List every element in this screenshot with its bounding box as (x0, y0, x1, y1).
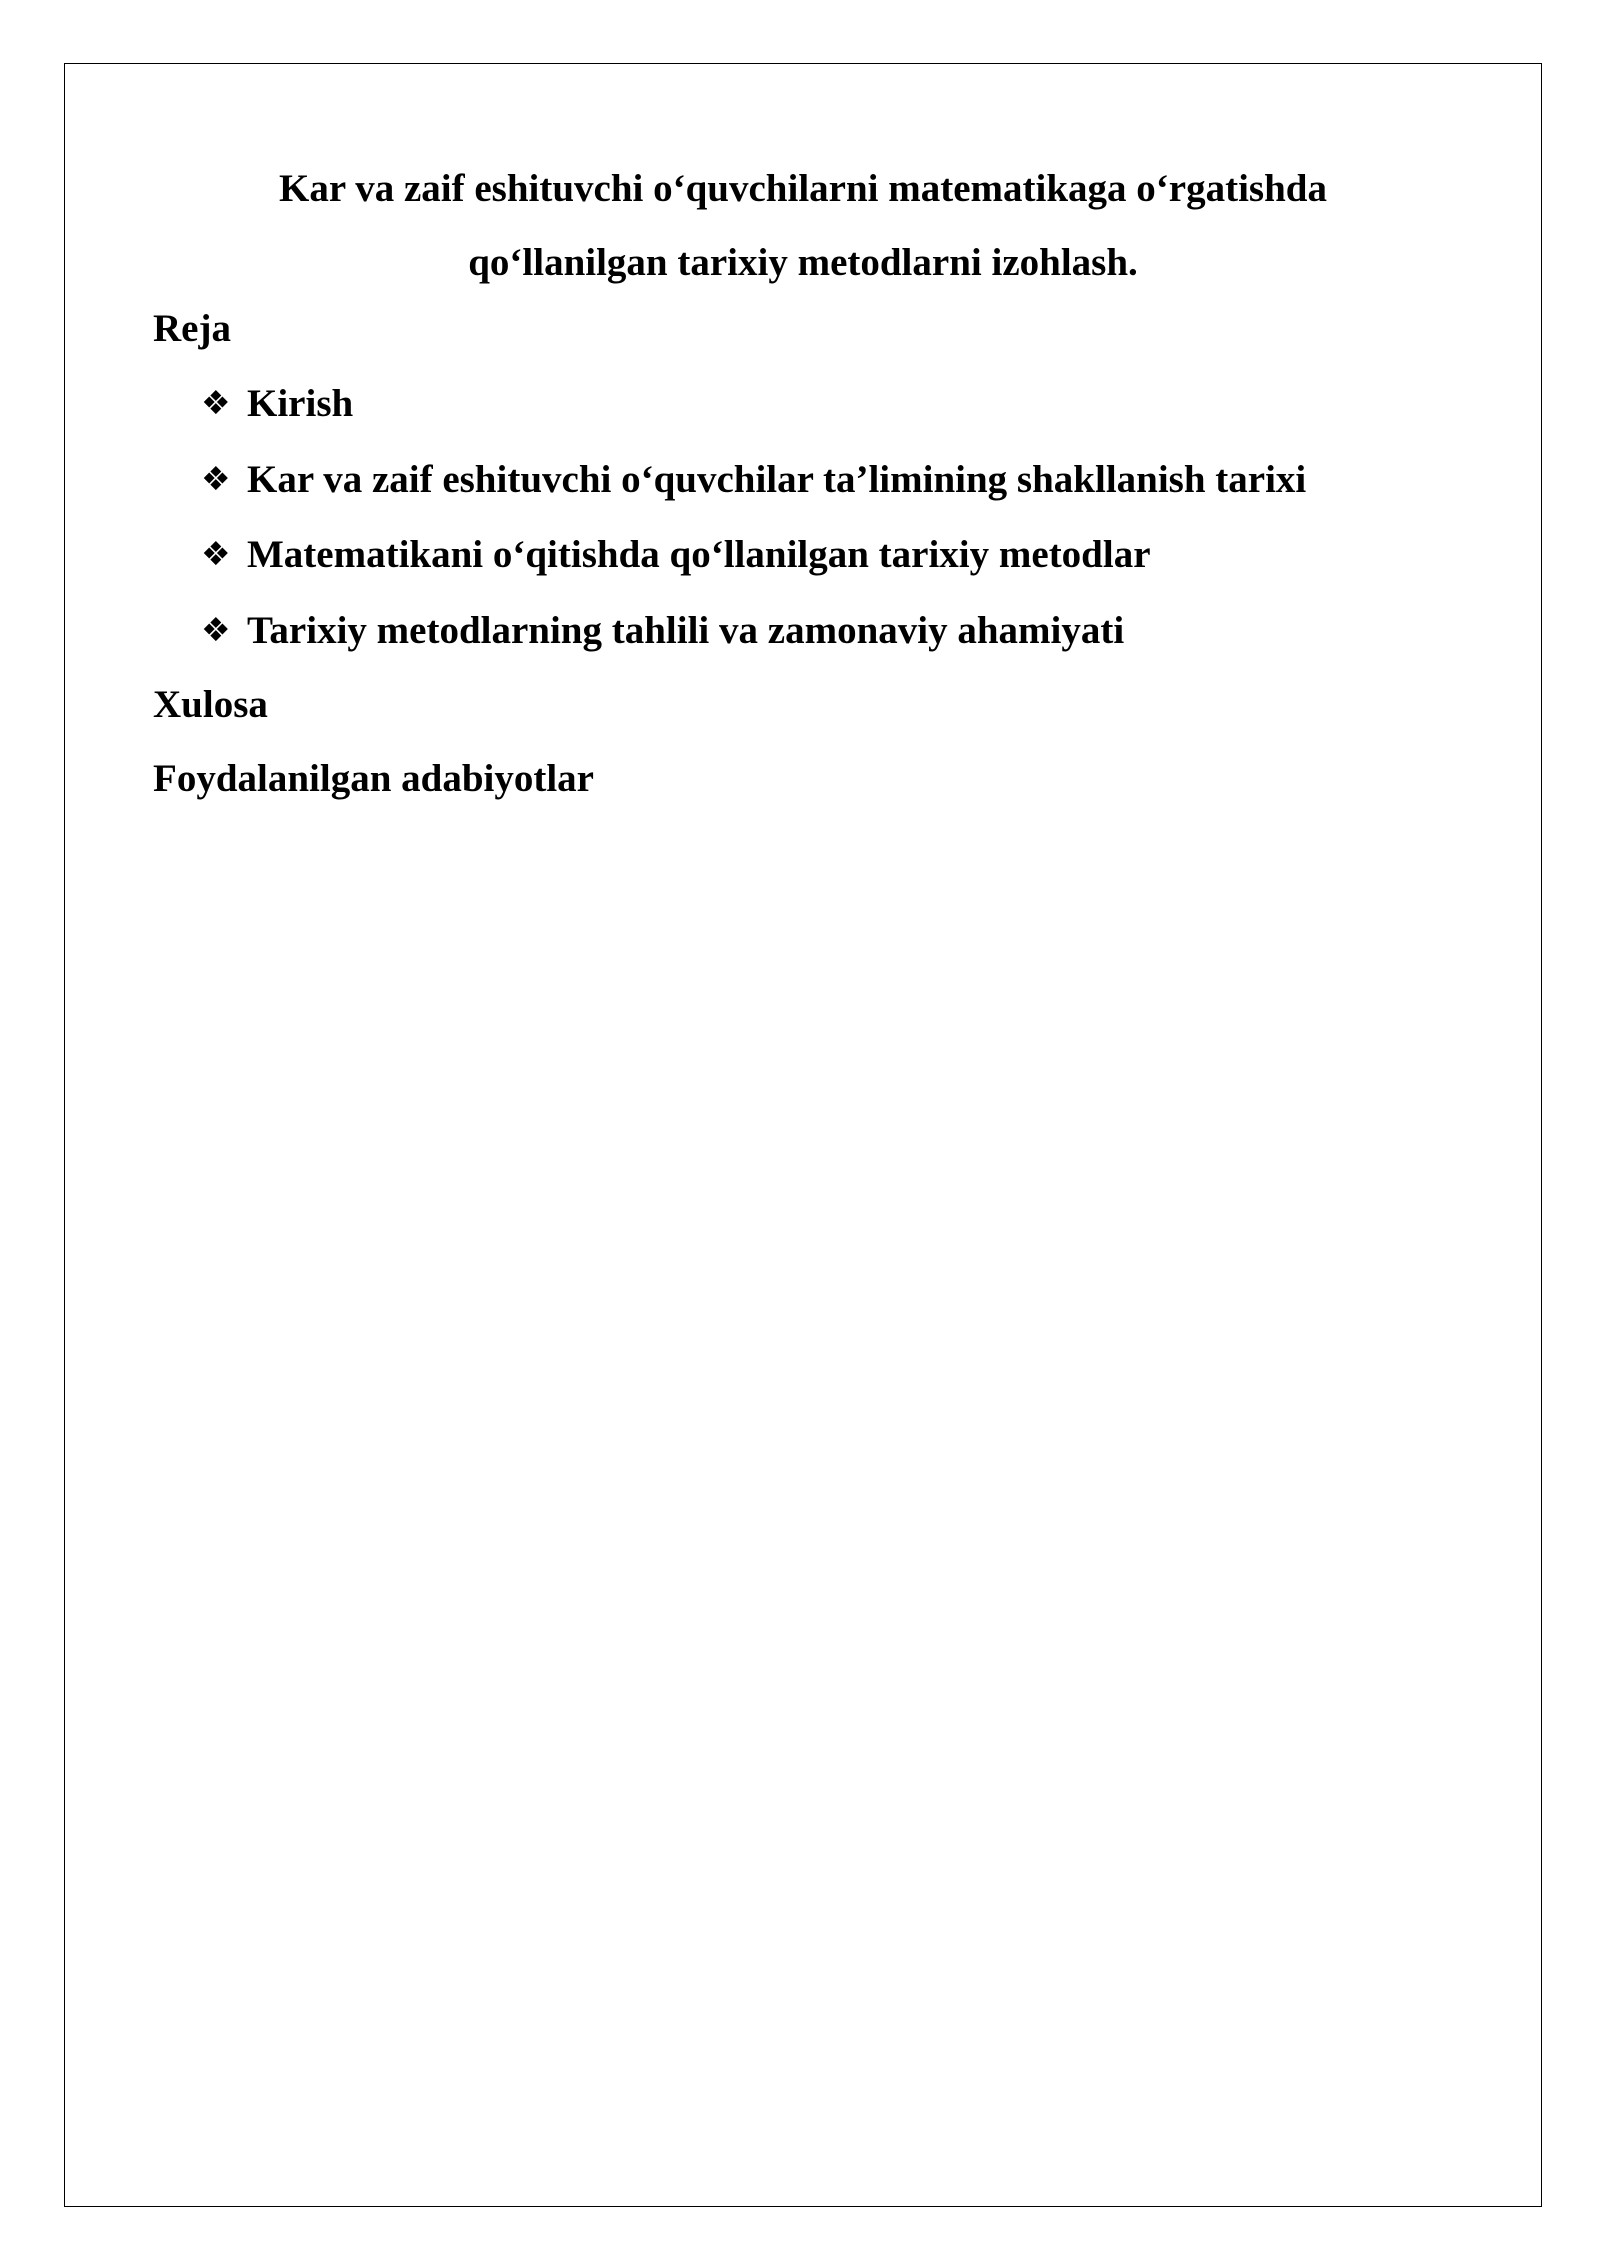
document-title (64, 152, 1542, 300)
plan-item-label: Kirish (247, 382, 354, 425)
plan-heading: Reja (153, 307, 231, 350)
plan-item-analysis (201, 593, 1523, 669)
title-line-1: Kar va zaif eshituvchi o‘quvchilarni matematikaga o‘rgatishda (279, 167, 1327, 210)
conclusion-heading: Xulosa (153, 683, 268, 726)
diamond-bullet-icon: ❖ (201, 534, 231, 573)
plan-item-label: Kar va zaif eshituvchi o‘quvchilar ta’limining shakllanish tarixi (247, 457, 1307, 501)
document-body (153, 292, 1523, 816)
plan-list (153, 366, 1523, 668)
title-line-2: qo‘llanilgan tarixiy metodlarni izohlash. (468, 241, 1138, 284)
plan-item-intro (201, 366, 1523, 442)
plan-item-label: Matematikani o‘qitishda qo‘llanilgan tarixiy metodlar (247, 533, 1151, 576)
diamond-bullet-icon: ❖ (201, 458, 231, 498)
plan-item-label: Tarixiy metodlarning tahlili va zamonaviy ahamiyati (247, 608, 1125, 652)
plan-item-history (201, 442, 1523, 518)
diamond-bullet-icon: ❖ (201, 609, 231, 649)
diamond-bullet-icon: ❖ (201, 383, 231, 422)
references-heading: Foydalanilgan adabiyotlar (153, 757, 594, 800)
plan-item-methods (201, 517, 1523, 593)
